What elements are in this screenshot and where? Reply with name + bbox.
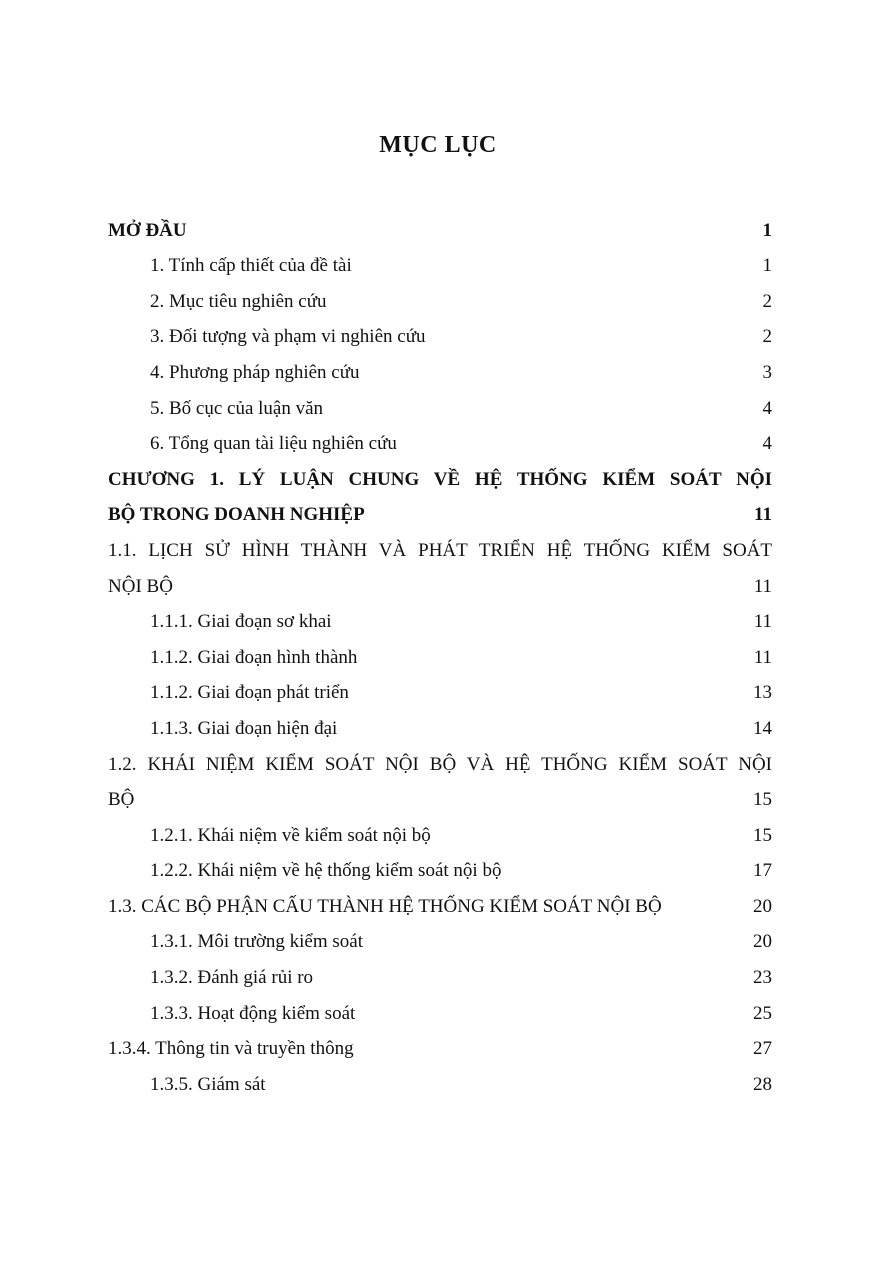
toc-entry-label: 5. Bố cục của luận văn (150, 397, 324, 419)
dot-leader (355, 255, 760, 277)
toc-entry[interactable] (108, 1060, 772, 1096)
toc-entry-label: 1.1.2. Giai đoạn hình thành (150, 646, 358, 668)
toc-entry-page-number: 14 (753, 717, 772, 739)
toc-entry-label: 1.3.4. Thông tin và truyền thông (108, 1038, 354, 1060)
toc-entry[interactable] (108, 455, 772, 491)
dot-leader (368, 504, 751, 526)
toc-entry-label: 1.3. CÁC BỘ PHẬN CẤU THÀNH HỆ THỐNG KIỂM SOÁT NỘI BỘ (108, 895, 662, 917)
toc-entry[interactable] (108, 598, 772, 634)
toc-entry[interactable] (108, 704, 772, 740)
toc-entry-page-number: 2 (762, 290, 772, 312)
toc-entry[interactable] (108, 953, 772, 989)
toc-entry[interactable] (108, 918, 772, 954)
toc-entry[interactable] (108, 882, 772, 918)
toc-entry-label: 1. Tính cấp thiết của đề tài (150, 255, 352, 277)
toc-entry[interactable] (108, 348, 772, 384)
toc-entry-label: 1.3.5. Giám sát (150, 1073, 266, 1095)
dot-leader (363, 362, 760, 384)
dot-leader (366, 931, 750, 953)
toc-entry[interactable] (108, 420, 772, 456)
table-of-contents (108, 206, 772, 1096)
toc-entry-page-number: 11 (753, 646, 772, 668)
toc-entry-label: 3. Đối tượng và phạm vi nghiên cứu (150, 326, 426, 348)
toc-entry-page-number: 11 (754, 504, 772, 526)
toc-entry[interactable] (108, 384, 772, 420)
toc-entry-page-number: 27 (753, 1038, 772, 1060)
toc-entry[interactable] (108, 811, 772, 847)
toc-entry[interactable] (108, 1025, 772, 1061)
toc-entry-label: 1.1.2. Giai đoạn phát triển (150, 682, 349, 704)
dot-leader (434, 825, 750, 847)
dot-leader (504, 860, 750, 882)
dot-leader (358, 1003, 750, 1025)
toc-entry[interactable] (108, 206, 772, 242)
dot-leader (269, 1074, 750, 1096)
toc-entry-label: 1.2.2. Khái niệm về hệ thống kiểm soát nội bộ (150, 860, 502, 882)
toc-entry[interactable] (108, 740, 772, 776)
toc-entry-page-number: 17 (753, 860, 772, 882)
toc-entry-page-number: 1 (762, 219, 772, 241)
toc-entry-page-number: 11 (753, 575, 772, 597)
toc-entry-label: BỘ (108, 789, 135, 811)
dot-leader (326, 398, 759, 420)
dot-leader (335, 611, 751, 633)
toc-entry[interactable] (108, 526, 772, 562)
toc-entry-label: 1.1. LỊCH SỬ HÌNH THÀNH VÀ PHÁT TRIỂN HỆ THỐNG KIỂM SOÁT (108, 539, 772, 561)
toc-entry-page-number: 13 (753, 682, 772, 704)
toc-entry-page-number: 4 (762, 433, 772, 455)
toc-entry-label: 1.3.1. Môi trường kiểm soát (150, 931, 363, 953)
toc-entry-page-number: 28 (753, 1073, 772, 1095)
toc-entry[interactable] (108, 313, 772, 349)
toc-entry-page-number: 4 (762, 397, 772, 419)
dot-leader (190, 220, 760, 242)
dot-leader (316, 967, 750, 989)
dot-leader (429, 326, 760, 348)
toc-entry-label: 1.3.2. Đánh giá rủi ro (150, 967, 314, 989)
toc-entry-label: 4. Phương pháp nghiên cứu (150, 361, 360, 383)
toc-entry-label: CHƯƠNG 1. LÝ LUẬN CHUNG VỀ HỆ THỐNG KIỂM SOÁT NỘI (108, 468, 772, 490)
dot-leader (176, 576, 751, 598)
toc-entry-page-number: 25 (753, 1002, 772, 1024)
toc-entry[interactable] (108, 669, 772, 705)
toc-entry-page-number: 20 (753, 931, 772, 953)
toc-entry[interactable] (108, 847, 772, 883)
toc-entry-label: 1.2. KHÁI NIỆM KIỂM SOÁT NỘI BỘ VÀ HỆ THỐNG KIỂM SOÁT NỘI (108, 753, 772, 775)
toc-entry-label: BỘ TRONG DOANH NGHIỆP (108, 504, 365, 526)
page-title: MỤC LỤC (379, 132, 497, 158)
toc-entry-label: 1.2.1. Khái niệm về kiểm soát nội bộ (150, 824, 431, 846)
dot-leader (330, 291, 760, 313)
toc-entry-page-number: 11 (753, 611, 772, 633)
dot-leader (137, 789, 750, 811)
dot-leader (665, 896, 750, 918)
toc-entry-page-number: 20 (753, 895, 772, 917)
dot-leader (352, 682, 750, 704)
toc-entry-page-number: 2 (762, 326, 772, 348)
toc-entry[interactable] (108, 277, 772, 313)
toc-entry-label: 6. Tổng quan tài liệu nghiên cứu (150, 433, 397, 455)
toc-entry[interactable] (108, 776, 772, 812)
toc-entry-label: 1.1.3. Giai đoạn hiện đại (150, 717, 338, 739)
toc-entry-page-number: 15 (753, 824, 772, 846)
toc-entry[interactable] (108, 242, 772, 278)
toc-entry-page-number: 1 (762, 255, 772, 277)
toc-entry[interactable] (108, 562, 772, 598)
toc-entry-page-number: 15 (753, 789, 772, 811)
toc-entry-label: NỘI BỘ (108, 575, 173, 597)
toc-entry-label: 1.1.1. Giai đoạn sơ khai (150, 611, 332, 633)
dot-leader (340, 718, 750, 740)
dot-leader (357, 1038, 750, 1060)
toc-entry-label: 1.3.3. Hoạt động kiểm soát (150, 1002, 356, 1024)
toc-entry-page-number: 3 (762, 361, 772, 383)
toc-entry[interactable] (108, 491, 772, 527)
toc-entry-page-number: 23 (753, 967, 772, 989)
toc-entry[interactable] (108, 633, 772, 669)
dot-leader (400, 433, 760, 455)
toc-entry[interactable] (108, 989, 772, 1025)
toc-entry-label: MỞ ĐẦU (108, 219, 187, 241)
dot-leader (360, 647, 750, 669)
toc-entry-label: 2. Mục tiêu nghiên cứu (150, 290, 327, 312)
